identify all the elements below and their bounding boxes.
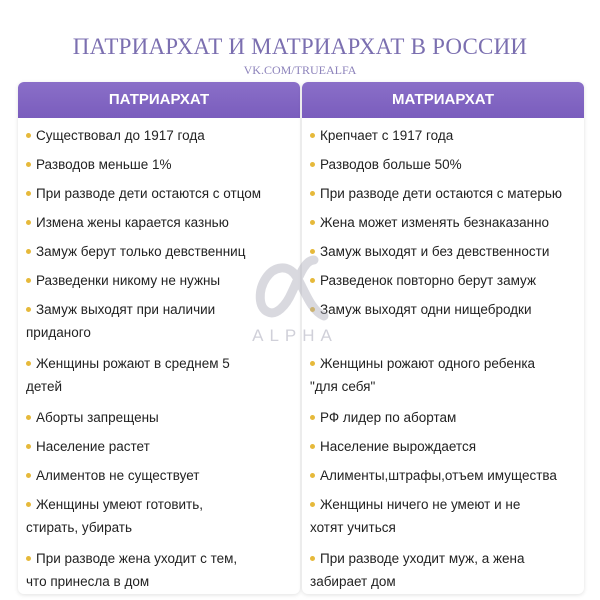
bullet-icon — [310, 502, 315, 507]
bullet-icon — [26, 415, 31, 420]
list-item-text: Замуж выходят одни нищебродки — [320, 302, 532, 317]
list-item — [26, 493, 298, 539]
list-item-text: Замуж выходят и без девственности — [320, 244, 550, 259]
bullet-icon — [26, 162, 31, 167]
list-item-text: Женщины ничего не умеют и не — [320, 497, 521, 512]
bullet-icon — [26, 502, 31, 507]
list-item-text: Женщины умеют готовить, — [36, 497, 204, 512]
list-item — [26, 269, 298, 292]
list-item — [26, 547, 298, 593]
bullet-icon — [26, 556, 31, 561]
list-item-text: Разведенки никому не нужны — [36, 273, 221, 288]
page-title: ПАТРИАРХАТ И МАТРИАРХАТ В РОССИИ — [72, 34, 528, 59]
list-item — [310, 211, 582, 234]
list-item — [26, 211, 298, 234]
list-item — [310, 406, 582, 429]
list-item-text: При разводе уходит муж, а жена — [320, 551, 525, 566]
list-item — [310, 352, 582, 398]
bullet-icon — [310, 191, 315, 196]
list-item-text: стирать, убирать — [26, 520, 133, 535]
list-item-text: Алименты,штрафы,отъем имущества — [320, 468, 557, 483]
list-item — [310, 435, 582, 458]
list-item-text: Разводов меньше 1% — [36, 157, 172, 172]
list-item — [310, 298, 582, 321]
list-item-text: Женщины рожают в среднем 5 — [36, 356, 230, 371]
list-item — [26, 124, 298, 147]
bullet-icon — [26, 278, 31, 283]
list-item-text: Алиментов не существует — [36, 468, 200, 483]
list-item-text: Женщины рожают одного ребенка — [320, 356, 536, 371]
list-item-text: Замуж берут только девственниц — [36, 244, 246, 259]
bullet-icon — [310, 473, 315, 478]
bullet-icon — [26, 191, 31, 196]
list-item-text: "для себя" — [310, 379, 376, 394]
list-item — [310, 124, 582, 147]
bullet-icon — [310, 278, 315, 283]
bullet-icon — [26, 249, 31, 254]
list-item — [310, 240, 582, 263]
bullet-icon — [26, 444, 31, 449]
matriarchy-column — [302, 82, 584, 594]
bullet-icon — [310, 307, 315, 312]
list-item — [26, 240, 298, 263]
list-item-text: Разведенок повторно берут замуж — [320, 273, 536, 288]
list-item — [310, 464, 582, 487]
list-item — [26, 464, 298, 487]
list-item — [310, 493, 582, 539]
bullet-icon — [310, 220, 315, 225]
patriarchy-heading: ПАТРИАРХАТ — [18, 82, 300, 118]
list-item-text: Аборты запрещены — [36, 410, 159, 425]
list-item — [310, 182, 582, 205]
list-item-text: что принесла в дом — [26, 574, 150, 589]
bullet-icon — [26, 361, 31, 366]
bullet-icon — [26, 473, 31, 478]
list-item-text: хотят учиться — [310, 520, 396, 535]
list-item — [26, 406, 298, 429]
list-item-text: При разводе дети остаются с отцом — [36, 186, 262, 201]
list-item — [26, 298, 298, 344]
bullet-icon — [310, 249, 315, 254]
patriarchy-column — [18, 82, 300, 594]
list-item-text: Измена жены карается казнью — [36, 215, 229, 230]
bullet-icon — [310, 361, 315, 366]
list-item — [26, 435, 298, 458]
bullet-icon — [310, 556, 315, 561]
source-link: VK.COM/TRUEALFA — [243, 63, 357, 77]
list-item-text: РФ лидер по абортам — [320, 410, 457, 425]
bullet-icon — [26, 133, 31, 138]
list-item — [26, 153, 298, 176]
list-item-text: При разводе дети остаются с матерью — [320, 186, 563, 201]
bullet-icon — [26, 220, 31, 225]
bullet-icon — [26, 307, 31, 312]
list-item-text: детей — [26, 379, 63, 394]
list-item-text: Население растет — [36, 439, 150, 454]
list-item — [310, 153, 582, 176]
list-item-text: При разводе жена уходит с тем, — [36, 551, 238, 566]
list-item — [26, 182, 298, 205]
list-item-text: Замуж выходят при наличии — [36, 302, 216, 317]
watermark-text: ALPHA — [252, 326, 338, 345]
list-item-text: забирает дом — [310, 574, 396, 589]
list-item-text: Крепчает с 1917 года — [320, 128, 454, 143]
list-item-text: приданого — [26, 325, 91, 340]
bullet-icon — [310, 133, 315, 138]
matriarchy-heading: МАТРИАРХАТ — [302, 82, 584, 118]
bullet-icon — [310, 444, 315, 449]
list-item — [310, 269, 582, 292]
list-item-text: Разводов больше 50% — [320, 157, 462, 172]
bullet-icon — [310, 162, 315, 167]
list-item — [310, 547, 582, 593]
list-item-text: Жена может изменять безнаказанно — [320, 215, 550, 230]
list-item-text: Население вырождается — [320, 439, 477, 454]
list-item — [26, 352, 298, 398]
list-item-text: Существовал до 1917 года — [36, 128, 205, 143]
bullet-icon — [310, 415, 315, 420]
